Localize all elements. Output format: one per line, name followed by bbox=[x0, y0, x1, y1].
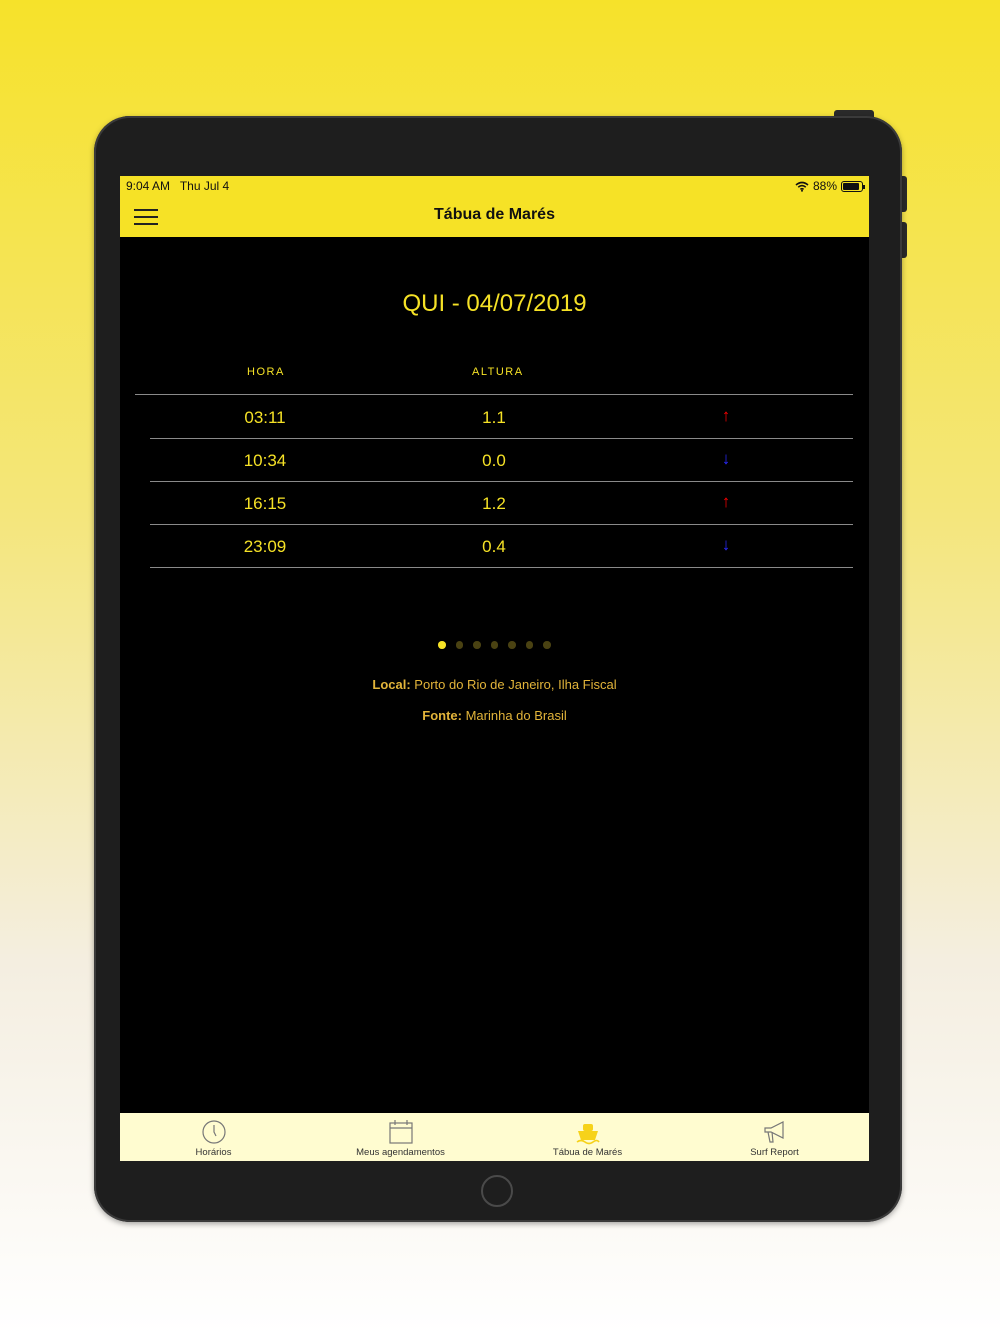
status-bar bbox=[120, 176, 869, 196]
clock-icon bbox=[201, 1119, 227, 1145]
megaphone-icon bbox=[762, 1119, 788, 1145]
page-dot[interactable] bbox=[508, 641, 516, 649]
tide-height: 0.0 bbox=[482, 451, 506, 470]
status-clock: 9:04 AM bbox=[126, 179, 171, 193]
tide-row bbox=[120, 439, 869, 482]
tide-time: 10:34 bbox=[243, 451, 287, 470]
battery-icon bbox=[841, 181, 863, 192]
status-time bbox=[126, 179, 229, 193]
tab-label: Horários bbox=[195, 1147, 232, 1158]
fonte-info bbox=[120, 708, 869, 723]
tab-horarios[interactable] bbox=[120, 1113, 307, 1161]
page-dot[interactable] bbox=[473, 641, 481, 649]
arrow-down-icon: ↓ bbox=[721, 535, 731, 554]
column-header-altura: ALTURA bbox=[472, 366, 524, 378]
page-dot[interactable] bbox=[438, 641, 446, 649]
tab-label: Surf Report bbox=[750, 1147, 799, 1158]
local-info bbox=[120, 677, 869, 692]
page-indicator[interactable] bbox=[120, 641, 869, 649]
arrow-up-icon: ↑ bbox=[721, 406, 731, 425]
column-header-hora: HORA bbox=[247, 366, 285, 378]
boat-icon bbox=[575, 1119, 601, 1145]
tab-surf-report[interactable] bbox=[681, 1113, 868, 1161]
tide-height: 0.4 bbox=[482, 537, 506, 556]
tab-tabua-de-mares[interactable] bbox=[494, 1113, 681, 1161]
tide-height: 1.2 bbox=[482, 494, 506, 513]
tab-label: Meus agendamentos bbox=[356, 1147, 445, 1158]
home-button[interactable] bbox=[481, 1175, 513, 1207]
status-right bbox=[795, 179, 863, 193]
tide-row bbox=[120, 482, 869, 525]
tab-label: Tábua de Marés bbox=[552, 1147, 623, 1158]
app-screen bbox=[120, 176, 869, 1161]
nav-bar bbox=[120, 196, 869, 237]
calendar-icon bbox=[388, 1119, 414, 1145]
battery-percent: 88% bbox=[812, 179, 837, 193]
local-value: Porto do Rio de Janeiro, Ilha Fiscal bbox=[414, 677, 617, 692]
arrow-up-icon: ↑ bbox=[721, 492, 731, 511]
tide-row bbox=[120, 396, 869, 439]
page-dot[interactable] bbox=[543, 641, 551, 649]
local-label: Local: bbox=[372, 677, 411, 692]
tide-time: 23:09 bbox=[243, 537, 287, 556]
arrow-down-icon: ↓ bbox=[721, 449, 731, 468]
tab-meus-agendamentos[interactable] bbox=[307, 1113, 494, 1161]
status-date: Thu Jul 4 bbox=[179, 179, 230, 193]
page-title: Tábua de Marés bbox=[434, 206, 555, 223]
tide-time: 03:11 bbox=[244, 408, 286, 427]
date-heading: QUI - 04/07/2019 bbox=[402, 290, 587, 317]
tab-bar bbox=[120, 1113, 869, 1161]
page-dot[interactable] bbox=[456, 641, 464, 649]
tide-height: 1.1 bbox=[482, 408, 506, 427]
fonte-value: Marinha do Brasil bbox=[465, 708, 567, 723]
row-divider bbox=[150, 567, 853, 568]
header-divider bbox=[135, 394, 853, 395]
page-dot[interactable] bbox=[491, 641, 499, 649]
page-dot[interactable] bbox=[526, 641, 534, 649]
tide-time: 16:15 bbox=[243, 494, 287, 513]
fonte-label: Fonte: bbox=[422, 708, 462, 723]
wifi-icon bbox=[795, 181, 809, 192]
tide-row bbox=[120, 525, 869, 568]
